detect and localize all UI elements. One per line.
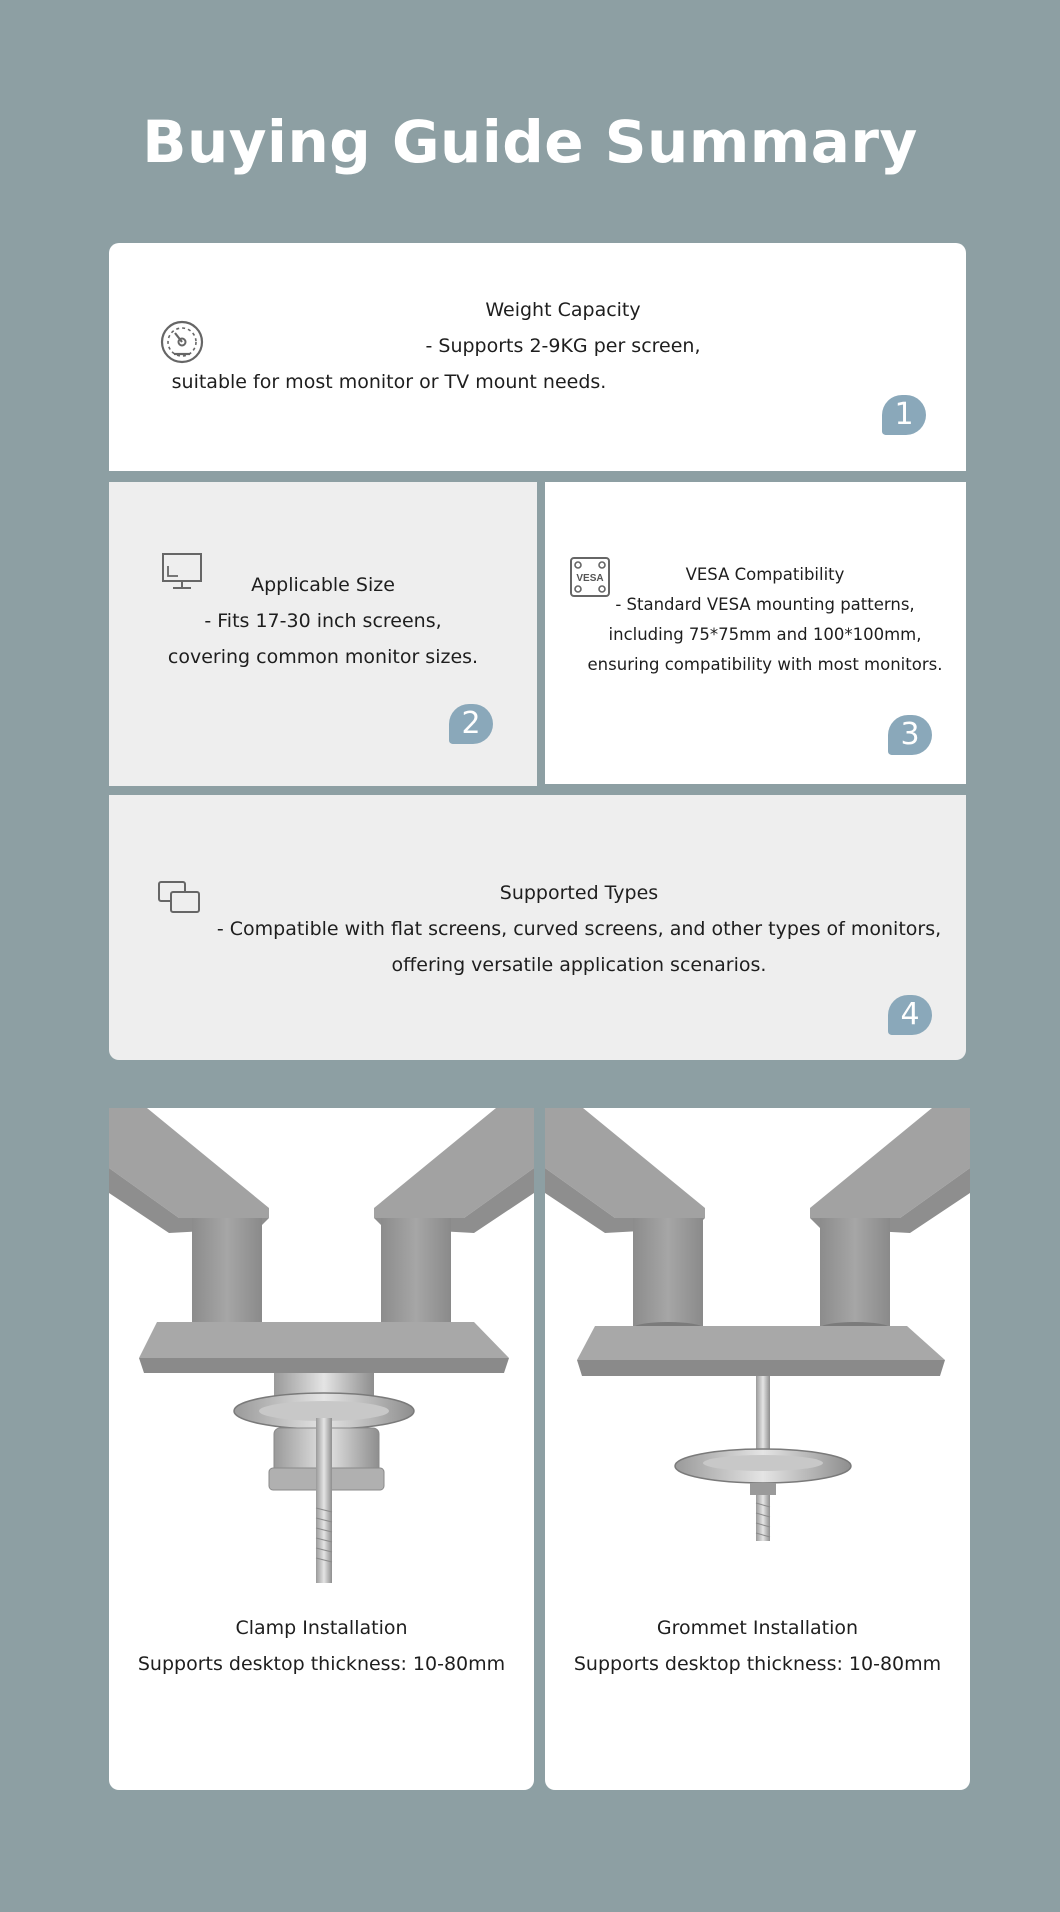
grommet-installation-card [545,1108,970,1790]
card-text-line: ensuring compatibility with most monitors. [587,655,943,674]
card-text-line: including 75*75mm and 100*100mm, [608,625,922,644]
installation-name: Clamp Installation [235,1617,408,1639]
card-text-line: - Compatible with flat screens, curved screens, and other types of monitors, [216,918,942,940]
weight-capacity-card [109,243,966,471]
grommet-mount-photo [545,1108,970,1608]
card-text-line: - Standard VESA mounting patterns, [615,595,915,614]
installation-detail: Supports desktop thickness: 10-80mm [573,1653,942,1675]
gauge-icon [159,319,205,365]
card-heading: Supported Types [499,882,659,904]
vesa-compatibility-card [545,482,966,784]
step-badge: 2 [449,704,493,744]
page-title: Buying Guide Summary [142,108,918,176]
applicable-size-card [109,482,537,786]
clamp-mount-photo [109,1108,534,1608]
installation-detail: Supports desktop thickness: 10-80mm [137,1653,506,1675]
card-text-line: - Fits 17-30 inch screens, [204,610,442,632]
card-text-line: offering versatile application scenarios. [391,954,767,976]
card-text-line: - Supports 2-9KG per screen, [425,335,701,357]
step-badge: 3 [888,715,932,755]
step-badge: 1 [882,395,926,435]
card-heading: Applicable Size [251,574,395,596]
card-heading: VESA Compatibility [685,565,845,584]
dual-screen-icon [157,880,203,916]
supported-types-card [109,795,966,1060]
card-text-line: covering common monitor sizes. [167,646,479,668]
step-badge: 4 [888,995,932,1035]
svg-text:VESA: VESA [576,573,604,584]
installation-name: Grommet Installation [656,1617,859,1639]
clamp-installation-card [109,1108,534,1790]
card-text-line: suitable for most monitor or TV mount needs. [171,371,607,393]
card-heading: Weight Capacity [485,299,641,321]
